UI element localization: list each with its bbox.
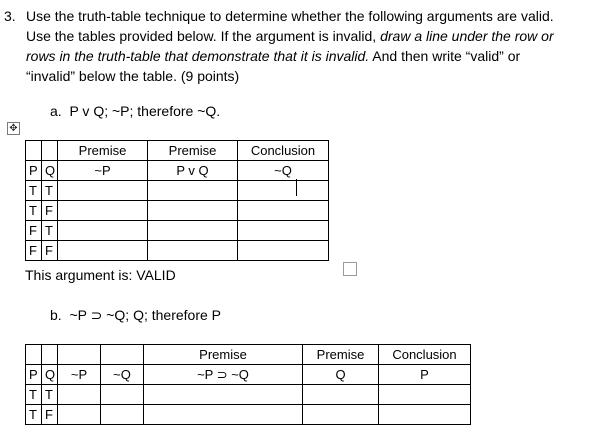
table-cell[interactable]: [26, 345, 42, 365]
question-line-3: [26, 46, 520, 66]
table-cell[interactable]: Premise: [144, 345, 303, 365]
table-cell[interactable]: [58, 385, 101, 405]
table-cell[interactable]: [379, 385, 471, 405]
table-row: [26, 405, 471, 425]
table-cell[interactable]: T: [26, 385, 42, 405]
table-cell[interactable]: F: [42, 241, 58, 261]
table-cell[interactable]: Premise: [58, 141, 148, 161]
table-cell[interactable]: [148, 181, 238, 201]
table-cell[interactable]: ~P ⊃ ~Q: [144, 365, 303, 385]
question-line-3-text: And then write “valid” or: [372, 48, 521, 64]
table-cell[interactable]: [101, 345, 144, 365]
table-cell[interactable]: ~Q: [238, 161, 329, 181]
table-row: [26, 241, 329, 261]
table-cell[interactable]: [238, 241, 329, 261]
part-a-truth-table: [25, 140, 329, 261]
table-cell[interactable]: [238, 201, 329, 221]
header-row: [26, 365, 471, 385]
table-cell[interactable]: Q: [303, 365, 379, 385]
header-row: [26, 161, 329, 181]
question-number: 3.: [4, 8, 16, 24]
table-cell[interactable]: P: [26, 161, 42, 181]
table-row: [26, 221, 329, 241]
table-cell[interactable]: F: [26, 221, 42, 241]
table-cell[interactable]: T: [42, 385, 58, 405]
table-cell[interactable]: [238, 181, 329, 201]
table-cell[interactable]: Premise: [303, 345, 379, 365]
table-cell[interactable]: Conclusion: [238, 141, 329, 161]
table-cell[interactable]: Conclusion: [379, 345, 471, 365]
table-cell[interactable]: T: [42, 221, 58, 241]
table-cell[interactable]: T: [26, 181, 42, 201]
table-cell[interactable]: T: [26, 405, 42, 425]
table-cell[interactable]: [58, 201, 148, 221]
part-b-label: b. ~P ⊃ ~Q; Q; therefore P: [50, 307, 222, 323]
table-row: [26, 201, 329, 221]
table-cell[interactable]: [101, 385, 144, 405]
table-cell[interactable]: [26, 141, 42, 161]
table-cell[interactable]: [148, 201, 238, 221]
table-cell[interactable]: P v Q: [148, 161, 238, 181]
question-line-2-italic: draw a line under the row or: [380, 28, 554, 44]
table-cell[interactable]: [42, 345, 58, 365]
question-line-1: Use the truth-table technique to determine whether the following arguments are valid.: [26, 8, 554, 24]
table-cell[interactable]: [144, 385, 303, 405]
part-b-truth-table: [25, 344, 471, 425]
question-line-4: “invalid” below the table. (9 points): [26, 68, 240, 84]
table-cell[interactable]: [144, 405, 303, 425]
table-cell[interactable]: F: [26, 241, 42, 261]
table-cell[interactable]: Premise: [148, 141, 238, 161]
table-cell[interactable]: [238, 221, 329, 241]
table-cell[interactable]: F: [42, 405, 58, 425]
table-cell[interactable]: [148, 241, 238, 261]
table-cell[interactable]: P: [379, 365, 471, 385]
header-row: [26, 141, 329, 161]
table-row: [26, 181, 329, 201]
table-cell[interactable]: [379, 405, 471, 425]
move-arrows-icon[interactable]: ✥: [7, 122, 20, 135]
table-cell[interactable]: ~P: [58, 365, 101, 385]
question-line-2-text: Use the tables provided below. If the argument is invalid,: [26, 28, 377, 44]
table-cell[interactable]: Q: [42, 161, 58, 181]
table-cell[interactable]: [42, 141, 58, 161]
header-row: [26, 345, 471, 365]
table-cell[interactable]: [58, 181, 148, 201]
table-cell[interactable]: Q: [42, 365, 58, 385]
table-row: [26, 385, 471, 405]
table-cell[interactable]: F: [42, 201, 58, 221]
table-cell[interactable]: ~P: [58, 161, 148, 181]
table-cell[interactable]: [58, 241, 148, 261]
table-cell[interactable]: [58, 405, 101, 425]
table-cell[interactable]: [303, 385, 379, 405]
question-line-2: [26, 26, 554, 46]
part-a-result: This argument is: VALID: [25, 267, 176, 283]
table-cell[interactable]: [101, 405, 144, 425]
table-cell[interactable]: T: [42, 181, 58, 201]
table-cell[interactable]: P: [26, 365, 42, 385]
table-cell[interactable]: [148, 221, 238, 241]
text-cursor: [296, 179, 297, 196]
table-cell[interactable]: [303, 405, 379, 425]
table-cell[interactable]: [58, 221, 148, 241]
table-cell[interactable]: T: [26, 201, 42, 221]
table-cell[interactable]: [58, 345, 101, 365]
part-a-label: a. P v Q; ~P; therefore ~Q.: [50, 103, 221, 119]
table-cell[interactable]: ~Q: [101, 365, 144, 385]
resize-handle-icon[interactable]: [343, 262, 357, 276]
question-line-3-italic: rows in the truth-table that demonstrate that it is invalid.: [26, 48, 370, 64]
